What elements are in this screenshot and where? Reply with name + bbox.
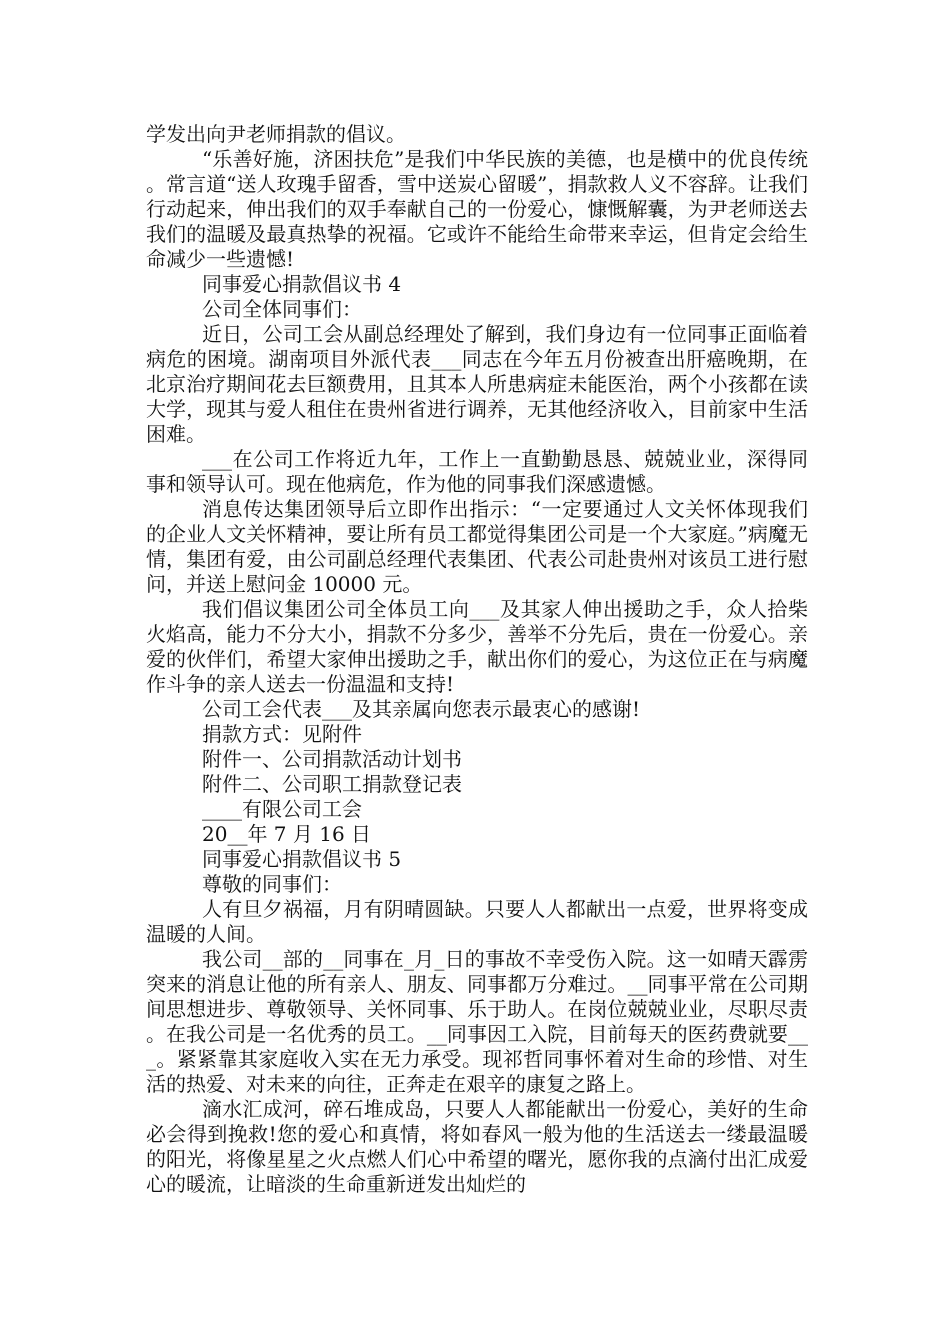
salutation-4: 公司全体同事们：: [202, 297, 362, 321]
donation-method: 捐款方式：见附件: [202, 722, 362, 746]
attachment-1: 附件一、公司捐款活动计划书: [202, 747, 462, 771]
document-body: [146, 122, 808, 1197]
paragraph-2: “乐善好施，济困扶危”是我们中华民族的美德，也是横中的优良传统。常言道“送人玫瑰手留香，雪中送炭心留暖”，捐款救人义不容辞。让我们行动起来，伸出我们的双手奉献自己的一份爱心，慷慨解囊，为尹老师送去我们的温暖及最真热挚的祝福。它或许不能给生命带来幸运，但肯定会给生命减少一些遗憾!: [146, 147, 808, 271]
paragraph-1: 学发出向尹老师捐款的倡议。: [146, 122, 406, 146]
paragraph-18: 我公司__部的__同事在_月_日的事故不幸受伤入院。这一如晴天霹雳突来的消息让他的所有亲人、朋友、同事都万分难过。__同事平常在公司期间思想进步、尊敬领导、关怀同事、乐于助人。在岗位兢兢业业，尽职尽责。在我公司是一名优秀的员工。__同事因工入院，目前每天的医药费就要___。紧紧靠其家庭收入实在无力承受。现祁哲同事怀着对生命的珍惜、对生活的热爱、对未来的向往，正奔走在艰辛的康复之路上。: [146, 947, 808, 1096]
paragraph-5: 近日，公司工会从副总经理处了解到，我们身边有一位同事正面临着病危的困境。湖南项目外派代表___同志在今年五月份被查出肝癌晚期，在北京治疗期间花去巨额费用，且其本人所患病症未能医治，两个小孩都在读大学，现其与爱人租住在贵州省进行调养，无其他经济收入，目前家中生活困难。: [146, 322, 808, 446]
paragraph-6: ___在公司工作将近九年，工作上一直勤勤恳恳、兢兢业业，深得同事和领导认可。现在他病危，作为他的同事我们深感遗憾。: [146, 447, 808, 496]
section-heading-4: 同事爱心捐款倡议书 4: [202, 272, 402, 296]
attachment-2: 附件二、公司职工捐款登记表: [202, 772, 462, 796]
signature-date: 20__年 7 月 16 日: [202, 822, 372, 846]
section-heading-5: 同事爱心捐款倡议书 5: [202, 847, 402, 871]
paragraph-19: 滴水汇成河，碎石堆成岛，只要人人都能献出一份爱心，美好的生命必会得到挽救!您的爱心和真情，将如春风一般为他的生活送去一缕最温暖的阳光，将像星星之火点燃人们心中希望的曙光，愿你我的点滴付出汇成爱心的暖流，让暗淡的生命重新迸发出灿烂的: [146, 1097, 808, 1196]
signature-org: ____有限公司工会: [202, 797, 362, 821]
paragraph-8: 我们倡议集团公司全体员工向___及其家人伸出援助之手，众人拾柴火焰高，能力不分大小，捐款不分多少，善举不分先后，贵在一份爱心。亲爱的伙伴们，希望大家伸出援助之手，献出你们的爱心，为这位正在与病魔作斗争的亲人送去一份温温和支持!: [146, 597, 808, 696]
paragraph-17: 人有旦夕祸福，月有阴晴圆缺。只要人人都献出一点爱，世界将变成温暖的人间。: [146, 897, 808, 946]
paragraph-7: 消息传达集团领导后立即作出指示：“一定要通过人文关怀体现我们的企业人文关怀精神，要让所有员工都觉得集团公司是一个大家庭。”病魔无情，集团有爱，由公司副总经理代表集团、代表公司赴贵州对该员工进行慰问，并送上慰问金 10000 元。: [146, 497, 808, 596]
thanks-line: 公司工会代表___及其亲属向您表示最衷心的感谢!: [202, 697, 641, 721]
salutation-5: 尊敬的同事们：: [202, 872, 342, 896]
